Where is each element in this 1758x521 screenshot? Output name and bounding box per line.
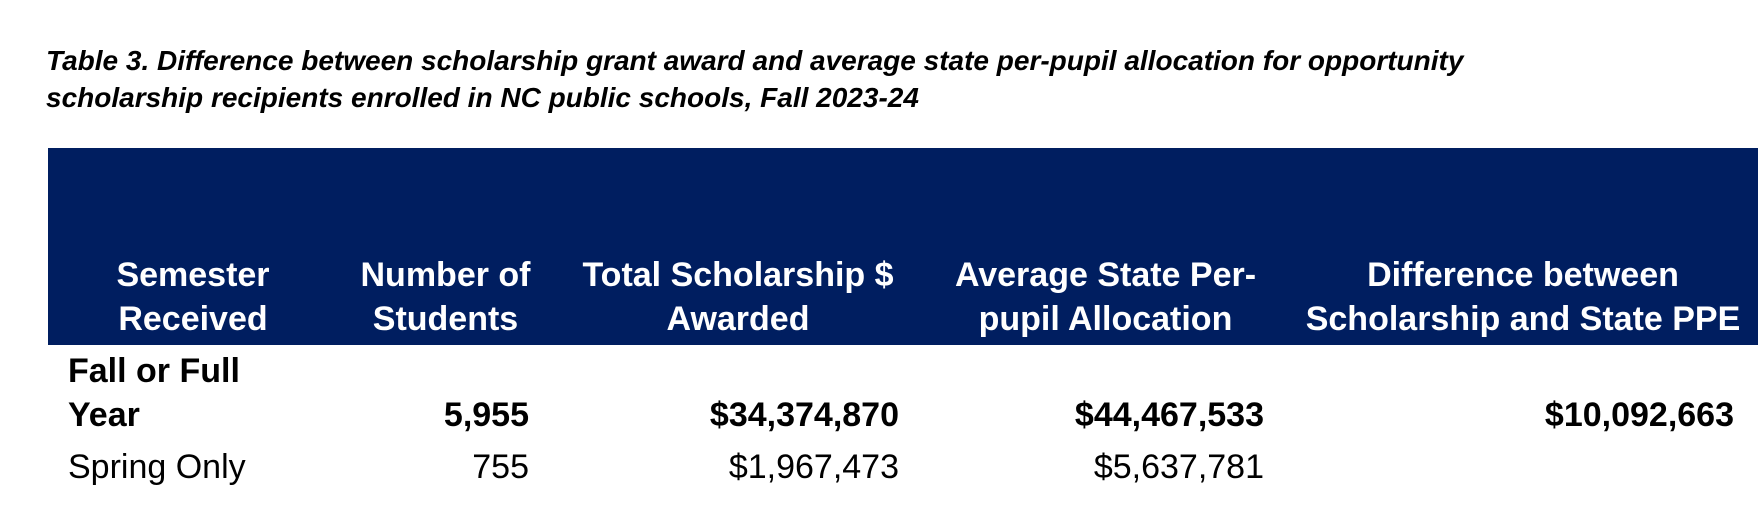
scholarship-table [48, 148, 1758, 489]
column-header-semester: Semester Received [116, 256, 270, 338]
table-row [48, 345, 1758, 437]
column-header-students: Number of Students [360, 256, 531, 338]
cell-students: 755 [472, 448, 529, 486]
cell-semester: Spring Only [68, 448, 246, 486]
cell-scholarship: $34,374,870 [709, 396, 899, 434]
cell-allocation: $5,637,781 [1093, 448, 1264, 486]
cell-allocation: $44,467,533 [1074, 396, 1264, 434]
table-caption: Table 3. Difference between scholarship grant award and average state per-pupil allocation for opportunity scholarship recipients enrolled in NC public schools, Fall 2023-24 [46, 45, 1464, 113]
table-row [48, 437, 1758, 489]
cell-students: 5,955 [443, 396, 529, 434]
column-header-difference: Difference between Scholarship and State PPE [1305, 256, 1741, 338]
table-header-row [48, 148, 1758, 345]
column-header-allocation: Average State Per-pupil Allocation [954, 256, 1257, 338]
column-header-scholarship: Total Scholarship $ Awarded [582, 256, 894, 338]
cell-semester: Fall or Full Year [68, 352, 240, 434]
cell-difference [1288, 437, 1758, 489]
cell-difference: $10,092,663 [1544, 396, 1734, 434]
cell-scholarship: $1,967,473 [728, 448, 899, 486]
